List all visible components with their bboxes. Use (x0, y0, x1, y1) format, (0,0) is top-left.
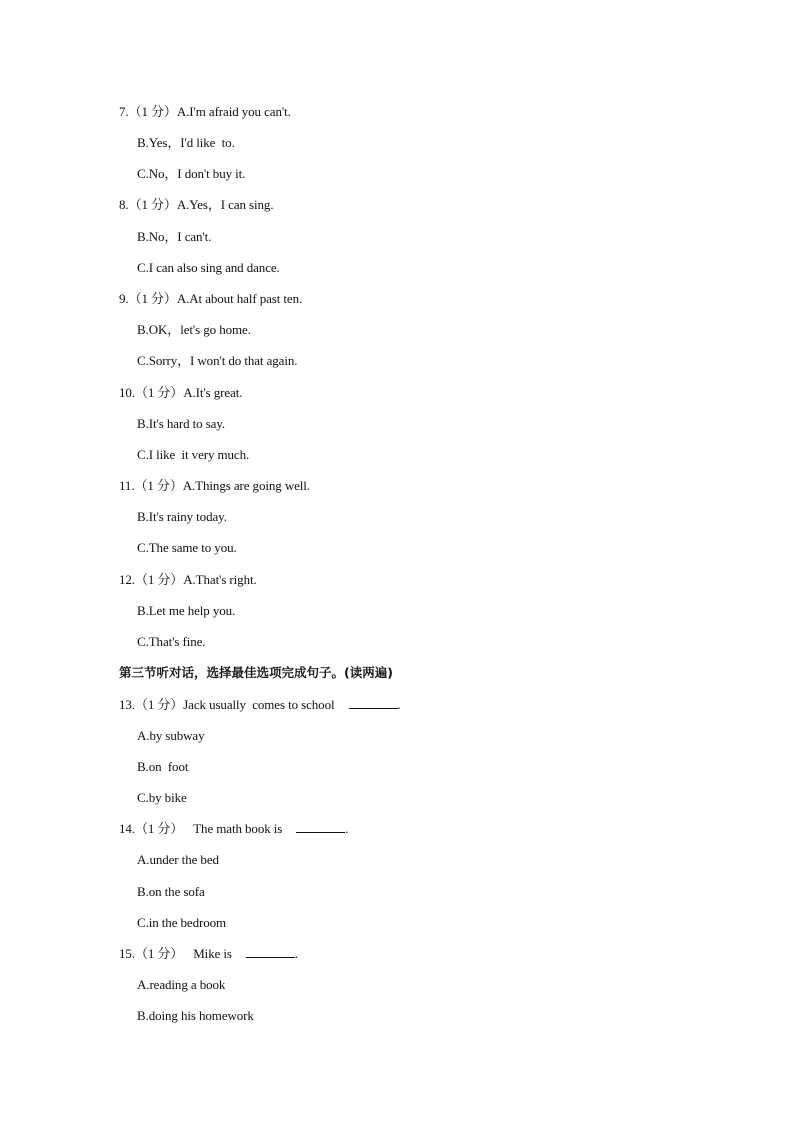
option-c: C.in the bedroom (137, 915, 227, 930)
question-stem: Jack usually comes to school (183, 697, 335, 712)
option-c: C.Sorry，I won't do that again. (137, 353, 298, 368)
question-7 (119, 104, 291, 120)
option-a: A.Yes，I can sing. (176, 197, 274, 212)
question-number: 13. (119, 697, 135, 712)
question-number: 14. (119, 821, 135, 836)
option-c: C.The same to you. (137, 540, 237, 555)
question-score: （1 分） (134, 946, 184, 961)
question-number: 7. (119, 104, 129, 119)
option-b: B.on foot (137, 759, 189, 774)
question-score: （1 分） (128, 197, 177, 212)
option-b: B.OK，let's go home. (137, 322, 251, 337)
option-b: B.doing his homework (137, 1008, 254, 1023)
question-10 (119, 385, 242, 401)
option-c: C.That's fine. (137, 634, 206, 649)
option-b: B.It's rainy today. (137, 509, 227, 524)
period: . (345, 821, 349, 836)
question-score: （1 分） (134, 697, 184, 712)
answer-blank (349, 697, 398, 709)
section-heading: 第三节听对话，选择最佳选项完成句子。(读两遍) (119, 665, 393, 680)
option-b: B.Let me help you. (137, 603, 236, 618)
option-a: A.At about half past ten. (176, 291, 303, 306)
period: . (397, 697, 401, 712)
option-a: A.under the bed (137, 852, 219, 867)
question-score: （1 分） (134, 821, 184, 836)
option-b: B.It's hard to say. (137, 416, 226, 431)
question-number: 15. (119, 946, 135, 961)
question-score: （1 分） (134, 478, 183, 493)
question-stem: The math book is (193, 821, 283, 836)
option-c: C.I like it very much. (137, 447, 250, 462)
answer-blank (246, 946, 295, 958)
question-score: （1 分） (128, 104, 177, 119)
answer-blank (296, 821, 345, 833)
option-a: A.Things are going well. (182, 478, 310, 493)
option-a: A.by subway (137, 728, 205, 743)
question-score: （1 分） (128, 291, 177, 306)
option-b: B.No，I can't. (137, 229, 212, 244)
question-number: 8. (119, 197, 129, 212)
question-number: 10. (119, 385, 135, 400)
question-9 (119, 291, 302, 307)
option-a: A.That's right. (183, 572, 257, 587)
question-14 (119, 821, 348, 837)
option-c: C.by bike (137, 790, 187, 805)
period: . (294, 946, 299, 961)
question-stem: Mike is (193, 946, 232, 961)
question-12 (119, 572, 257, 588)
question-number: 9. (119, 291, 129, 306)
option-c: C.I can also sing and dance. (137, 260, 280, 275)
question-15 (119, 946, 298, 962)
option-a: A.reading a book (137, 977, 226, 992)
option-a: A.It's great. (183, 385, 243, 400)
question-score: （1 分） (134, 572, 184, 587)
option-b: B.Yes，I'd like to. (137, 135, 235, 150)
option-a: A.I'm afraid you can't. (176, 104, 291, 119)
question-8 (119, 197, 273, 213)
question-11 (119, 478, 310, 494)
question-13 (119, 697, 401, 713)
option-c: C.No，I don't buy it. (137, 166, 246, 181)
option-b: B.on the sofa (137, 884, 205, 899)
question-number: 11. (119, 478, 135, 493)
question-score: （1 分） (134, 385, 184, 400)
question-number: 12. (119, 572, 135, 587)
